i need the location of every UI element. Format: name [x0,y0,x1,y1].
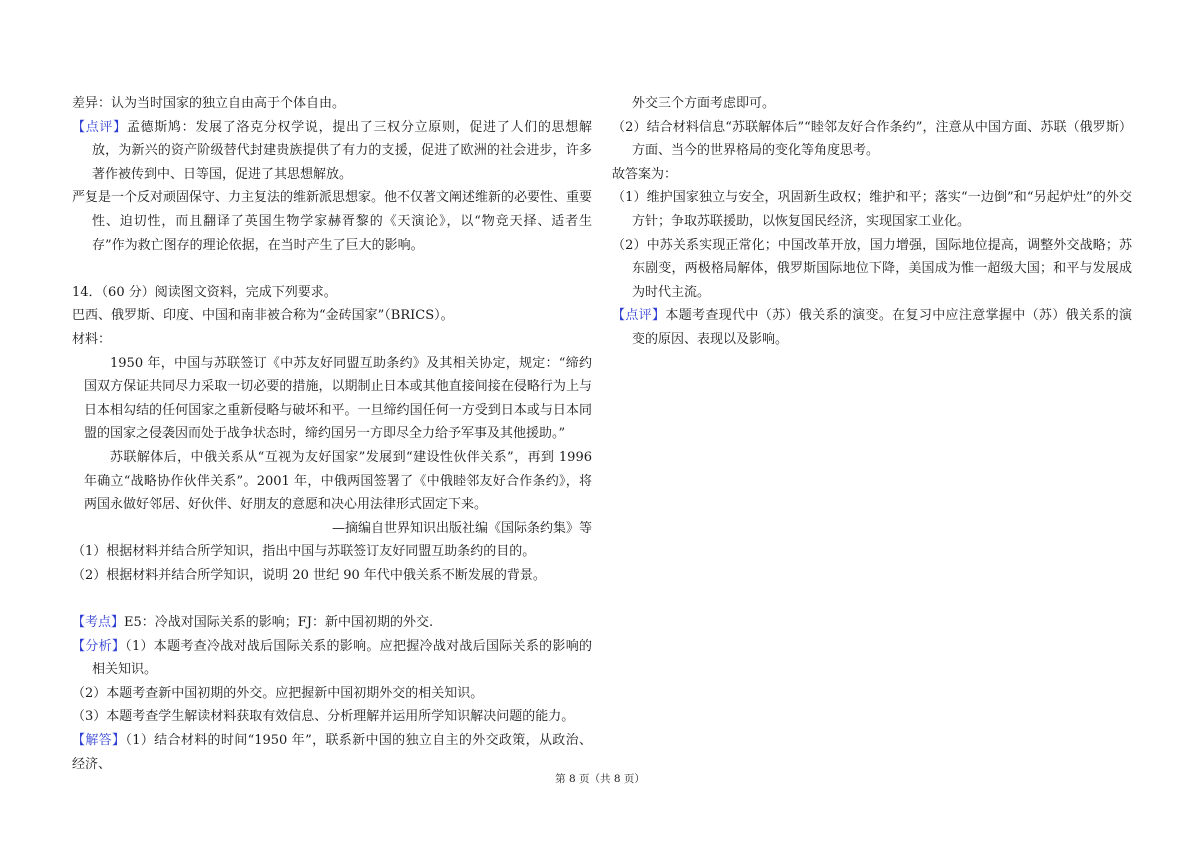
review-tag: 【点评】 [612,308,666,324]
answer-item-2: （2）中苏关系实现正常化；中国改革开放，国力增强，国际地位提高，调整外交战略；苏东剧变，两极格局解体，俄罗斯国际地位下降，美国成为惟一超级大国；和平与发展成为时代主流。 [612,237,1132,300]
answer-part-2-hint: （2）结合材料信息“苏联解体后”“睦邻友好合作条约”，注意从中国方面、苏联（俄罗斯）方面、当今的世界格局的变化等角度思考。 [612,119,1132,159]
review-paragraph [612,304,1132,351]
answer-text-1: （1）结合材料的时间“1950 年”，联系新中国的独立自主的外交政策，从政治、经济、 [72,733,592,772]
material-label: 材料： [72,331,112,347]
analysis-paragraph-2: （2）本题考查新中国初期的外交。应把握新中国初期外交的相关知识。 [72,685,484,701]
material-paragraph-1: 1950 年，中国与苏联签订《中苏友好同盟互助条约》及其相关协定，规定：“缔约国双方保证共同尽力采取一切必要的措施，以期制止日本或其他直接间接在侵略行为上与日本相勾结的任何国家之重新侵略与破坏和平。一旦缔约国任何一方受到日本或与日本同盟的国家之侵袭因而处于战争状态时，缔约国另一方即尽全力给予军事及其他援助。” [84,355,592,442]
answer-label: 故答案为： [612,166,678,182]
answer-tag: 【解答】 [72,733,126,749]
right-column [612,92,1132,352]
analysis-text-1: （1）本题考查冷战对战后国际关系的影响。应把握冷战对战后国际关系的影响的相关知识。 [92,638,592,678]
answer-continuation: 外交三个方面考虑即可。 [632,96,776,111]
difference-line: 差异：认为当时国家的独立自由高于个体自由。 [72,96,346,111]
answer-line-1 [72,729,592,776]
brics-line: 巴西、俄罗斯、印度、中国和南非被合称为“金砖国家”（BRICS）。 [72,308,454,324]
knowledge-point-tag: 【考点】 [72,615,125,631]
comment-paragraph [72,116,592,187]
question-part-2: （2）根据材料并结合所学知识，说明 20 世纪 90 年代中俄关系不断发展的背景。 [72,567,546,583]
knowledge-point-line [72,611,592,635]
analysis-paragraph-3: （3）本题考查学生解读材料获取有效信息、分析理解并运用所学知识解决问题的能力。 [72,709,575,725]
material-source: —摘编自世界知识出版社编《国际条约集》等 [331,520,592,536]
comment-text: 孟德斯鸠：发展了洛克分权学说，提出了三权分立原则，促进了人们的思想解放，为新兴的资产阶级替代封建贵族提供了有力的支援，促进了欧洲的社会进步，许多著作被传到中、日等国，促进了其思想解放。 [92,119,592,182]
question-part-1: （1）根据材料并结合所学知识，指出中国与苏联签订友好同盟互助条约的目的。 [72,544,536,560]
review-text: 本题考查现代中（苏）俄关系的演变。在复习中应注意掌握中（苏）俄关系的演变的原因、表现以及影响。 [632,308,1132,347]
spacer [72,587,592,611]
analysis-tag: 【分析】 [72,638,126,654]
spacer [72,257,592,281]
yanfu-paragraph: 严复是一个反对顽固保守、力主复法的维新派思想家。他不仅著文阐述维新的必要性、重要性、迫切性，而且翻译了英国生物学家赫胥黎的《天演论》，以“物竞天择、适者生存”作为救亡图存的理论依据，在当时产生了巨大的影响。 [72,190,593,253]
question-14-title: 14．（60 分）阅读图文资料，完成下列要求。 [72,284,337,300]
material-paragraph-2: 苏联解体后，中俄关系从“互视为友好国家”发展到“建设性伙伴关系”，再到 1996 年确立“战略协作伙伴关系”。2001 年，中俄两国签署了《中俄睦邻友好合作条约》，将两国永做好邻居、好伙伴、好朋友的意愿和决心用法律形式固定下来。 [84,449,592,513]
comment-tag: 【点评】 [72,119,127,135]
analysis-paragraph-1 [72,635,592,682]
left-column [72,92,592,776]
knowledge-point-text: E5：冷战对国际关系的影响；FJ：新中国初期的外交. [124,615,434,631]
page-footer: 第 8 页（共 8 页） [555,773,645,785]
answer-item-1: （1）维护国家独立与安全，巩固新生政权；维护和平；落实“一边倒”和“另起炉灶”的外交方针；争取苏联援助，以恢复国民经济，实现国家工业化。 [612,190,1132,229]
